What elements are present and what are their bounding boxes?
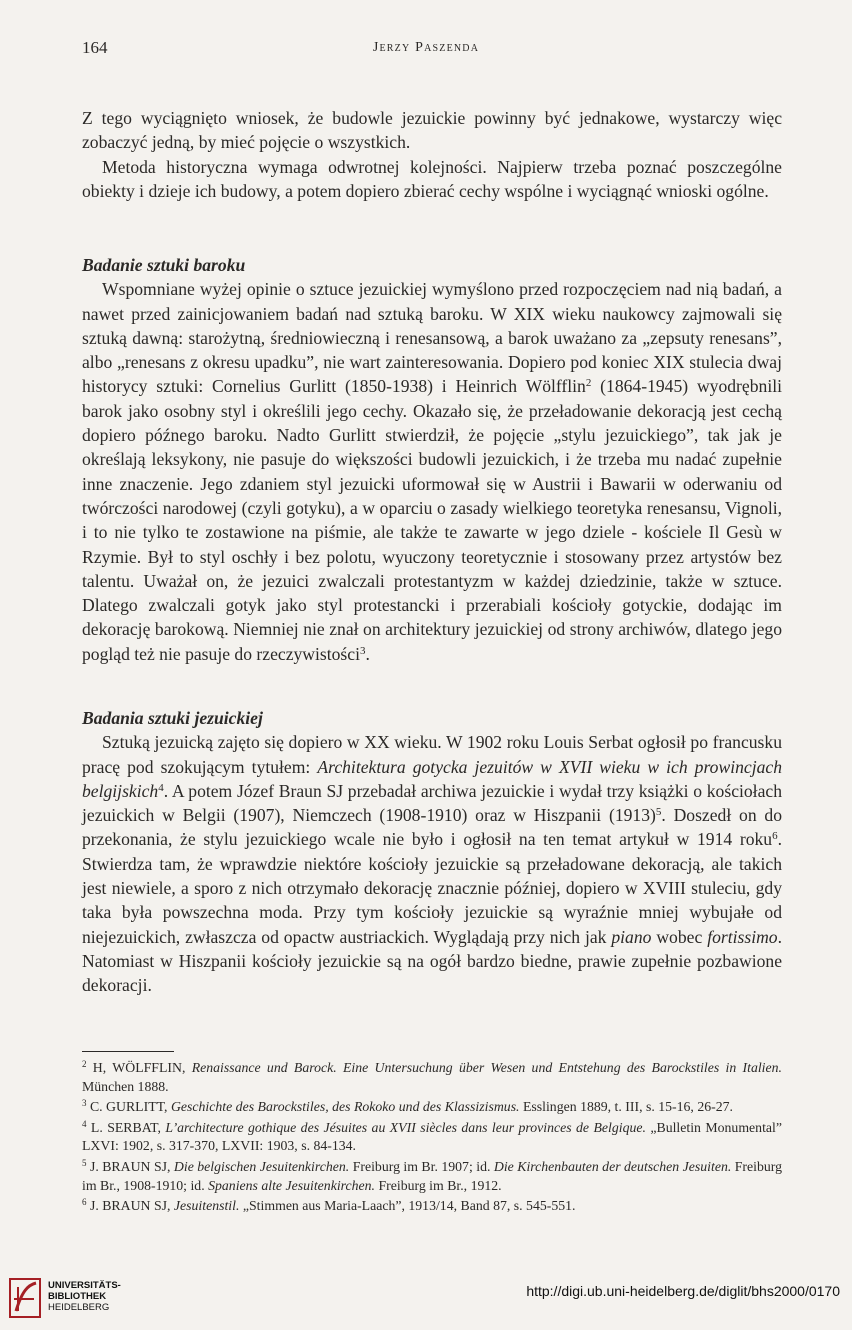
fn-title: Die belgischen Jesuitenkirchen. xyxy=(173,1158,350,1174)
text-run: (1864-1945) wyodrębnili barok jako osobny styl i określili jego cechy. Okazało się, że przeładowanie dekoracją jest cechą dopiero późnego baroku. Nadto Gurlitt stwierdził, że pojęcie „stylu jezuickiego”, tak jak je określają leksykony, nie pasuje do większości budowli jezuickich, i że trzeba mu nadać zupełnie inne znaczenie. Jego zdaniem styl jezuicki uformował się w Austrii i Bawarii w oderwaniu od twórczości narodowej (czyli gotyku), a w oparciu o zasady wielkiego teoretyka renesansu, Vignoli, i to nie tylko te zostawione na piśmie, ale także te zawarte w jego dziele - kościele Il Gesù w Rzymie. Był to styl oschły i bez polotu, wyuczony teoretycznie i stosowany przez artystów bez talentu. Uważał on, że jezuici zwalczali protestantyzm w każdej dziedzinie, także w sztuce. Dlatego zwalczali gotyk jako styl protestancki i przerabiali kościoły gotyckie, dodając im dekorację barokową. Niemniej nie znał on architektury jezuickiej od strony archiwów, dlatego jego pogląd też nie pasuje do rzeczywistości xyxy=(82,376,782,664)
text-run: . xyxy=(365,643,370,664)
footnote-3 xyxy=(82,1098,782,1117)
fn-title: Renaissance und Barock. Eine Untersuchung über Wesen und Entstehung des Barockstiles in Italien. xyxy=(191,1060,782,1075)
page-number: 164 xyxy=(82,38,108,57)
footnote-ref-6[interactable]: 6 xyxy=(772,830,778,843)
fn-title: L’architecture gothique des Jésuites au XVII siècles dans leur provinces de Belgique. xyxy=(165,1119,646,1135)
fn-text: Freiburg im Br., 1908-1910; id. xyxy=(82,1158,783,1193)
footnote-number: 4 xyxy=(82,1118,87,1129)
text-run: Sztuką jezuicką zajęto się dopiero w XX wieku. W 1902 roku Louis Serbat ogłosił po francusku pracę pod szokującym tytułem: xyxy=(82,732,782,777)
footnote-4 xyxy=(82,1119,782,1156)
logo-line: BIBLIOTHEK xyxy=(48,1291,107,1302)
intro-text xyxy=(82,106,782,203)
text-run: . Doszedł on do przekonania, że stylu jezuickiego wcale nie było i ogłosił na ten temat artykuł w 1914 roku xyxy=(82,805,783,850)
logo-line: HEIDELBERG xyxy=(48,1302,110,1313)
fn-text: Esslingen 1889, t. III, s. 15-16, 26-27. xyxy=(519,1099,733,1115)
footnote-ref-3[interactable]: 3 xyxy=(359,644,366,657)
footnotes xyxy=(82,1059,782,1218)
library-name xyxy=(48,1280,121,1313)
text-run: . A potem Józef Braun SJ przebadał archiwa jezuickie i wydał trzy książki o kościołach jezuickich w Belgii (1907), Niemczech (1908-1910) oraz w Hiszpanii (1913) xyxy=(82,780,782,826)
fn-text: München 1888. xyxy=(82,1078,169,1094)
fn-title: Die Kirchenbauten der deutschen Jesuiten. xyxy=(493,1158,732,1174)
fn-text: Freiburg im Br. 1907; id. xyxy=(349,1158,494,1174)
footnote-2 xyxy=(82,1059,782,1096)
text-run: . Natomiast w Hiszpanii kościoły jezuickie są na ogół bardzo biedne, prawie zupełnie pozbawione dekoracji. xyxy=(82,926,782,996)
logo-line: UNIVERSITÄTS- xyxy=(48,1280,121,1291)
intro-paragraph-2: Metoda historyczna wymaga odwrotnej kolejności. Najpierw trzeba poznać poszczególne obiekty i dzieje ich budowy, a potem dopiero zbierać cechy wspólne i wyciągnąć wnioski ogólne. xyxy=(82,156,782,201)
footnote-number: 2 xyxy=(82,1059,87,1069)
fn-text: Freiburg im Br., 1912. xyxy=(375,1177,502,1193)
footnote-5 xyxy=(82,1158,782,1195)
fn-text: C. GURLITT, xyxy=(86,1099,171,1115)
section-baroque xyxy=(82,253,782,666)
intro-paragraph-1: Z tego wyciągnięto wniosek, że budowle jezuickie powinny być jednakowe, wystarczy więc zobaczyć jedną, by mieć pojęcie o wszystkich. xyxy=(82,108,782,153)
italic-term: piano xyxy=(611,926,652,947)
footnote-separator xyxy=(82,1051,174,1052)
section-jesuit xyxy=(82,706,782,998)
fn-text: J. BRAUN SJ, xyxy=(86,1158,174,1174)
footnote-6 xyxy=(82,1197,782,1216)
fn-text: „Stimmen aus Maria-Laach”, 1913/14, Band 87, s. 545-551. xyxy=(239,1198,576,1214)
text-run: wobec xyxy=(651,926,708,947)
italic-title: Architektura gotycka jezuitów w XVII wieku w ich prowincjach belgijskich xyxy=(82,756,782,801)
italic-term: fortissimo xyxy=(707,926,778,947)
paragraph-baroque xyxy=(82,277,782,666)
section-heading-jesuit: Badania sztuki jezuickiej xyxy=(82,708,263,728)
footnote-number: 3 xyxy=(82,1098,87,1109)
fn-text: „Bulletin Monumental” LXVI: 1902, s. 317-370, LXVII: 1903, s. 84-134. xyxy=(82,1119,782,1154)
fn-text: H, WÖLFFLIN, xyxy=(86,1060,192,1075)
fn-title: Geschichte des Barockstiles, des Rokoko und des Klassizismus. xyxy=(170,1099,520,1115)
paragraph-jesuit xyxy=(82,730,782,997)
fn-text: J. BRAUN SJ, xyxy=(86,1198,174,1214)
source-url-link[interactable]: http://digi.ub.uni-heidelberg.de/diglit/bhs2000/0170 xyxy=(526,1283,840,1299)
footnote-ref-5[interactable]: 5 xyxy=(655,806,662,819)
footnote-number: 5 xyxy=(82,1157,87,1168)
fn-title: Jesuitenstil. xyxy=(173,1198,240,1214)
library-logo-icon[interactable] xyxy=(8,1277,42,1319)
fn-title: Spaniens alte Jesuitenkirchen. xyxy=(208,1177,376,1193)
section-heading-baroque: Badanie sztuki baroku xyxy=(82,255,246,275)
footnote-ref-4[interactable]: 4 xyxy=(158,781,164,794)
text-run: . Stwierdza tam, że wprawdzie niektóre kościoły jezuickie są przeładowane dekoracją, ale takich jest niewiele, a sporo z nich otrzymało dekorację znacznie później, dopiero w XVIII stuleciu, gdy taka była powszechna moda. Przy tym kościoły jezuickie są wyraźnie mniej wybujałe od niejezuickich, zwłaszcza od opactw austriackich. Wyglądają przy nich jak xyxy=(82,829,782,947)
footnote-ref-2[interactable]: 2 xyxy=(585,377,592,390)
fn-text: L. SERBAT, xyxy=(86,1119,166,1135)
running-header-author: Jerzy Paszenda xyxy=(372,40,480,55)
text-run: Wspomniane wyżej opinie o sztuce jezuickiej wymyślono przed rozpoczęciem nad nią badań, a nawet przed zainicjowaniem badań nad sztuką baroku. W XIX wieku naukowcy zajmowali się sztuką dawną: starożytną, średniowieczną i renesansową, a barok uważano za „zepsuty renesans”, albo „renesans z okresu upadku”, nie wart zainteresowania. Dopiero pod koniec XIX stulecia dwaj historycy sztuki: Cornelius Gurlitt (1850-1938) i Heinrich Wölfflin xyxy=(82,279,782,397)
footnote-number: 6 xyxy=(82,1197,87,1208)
